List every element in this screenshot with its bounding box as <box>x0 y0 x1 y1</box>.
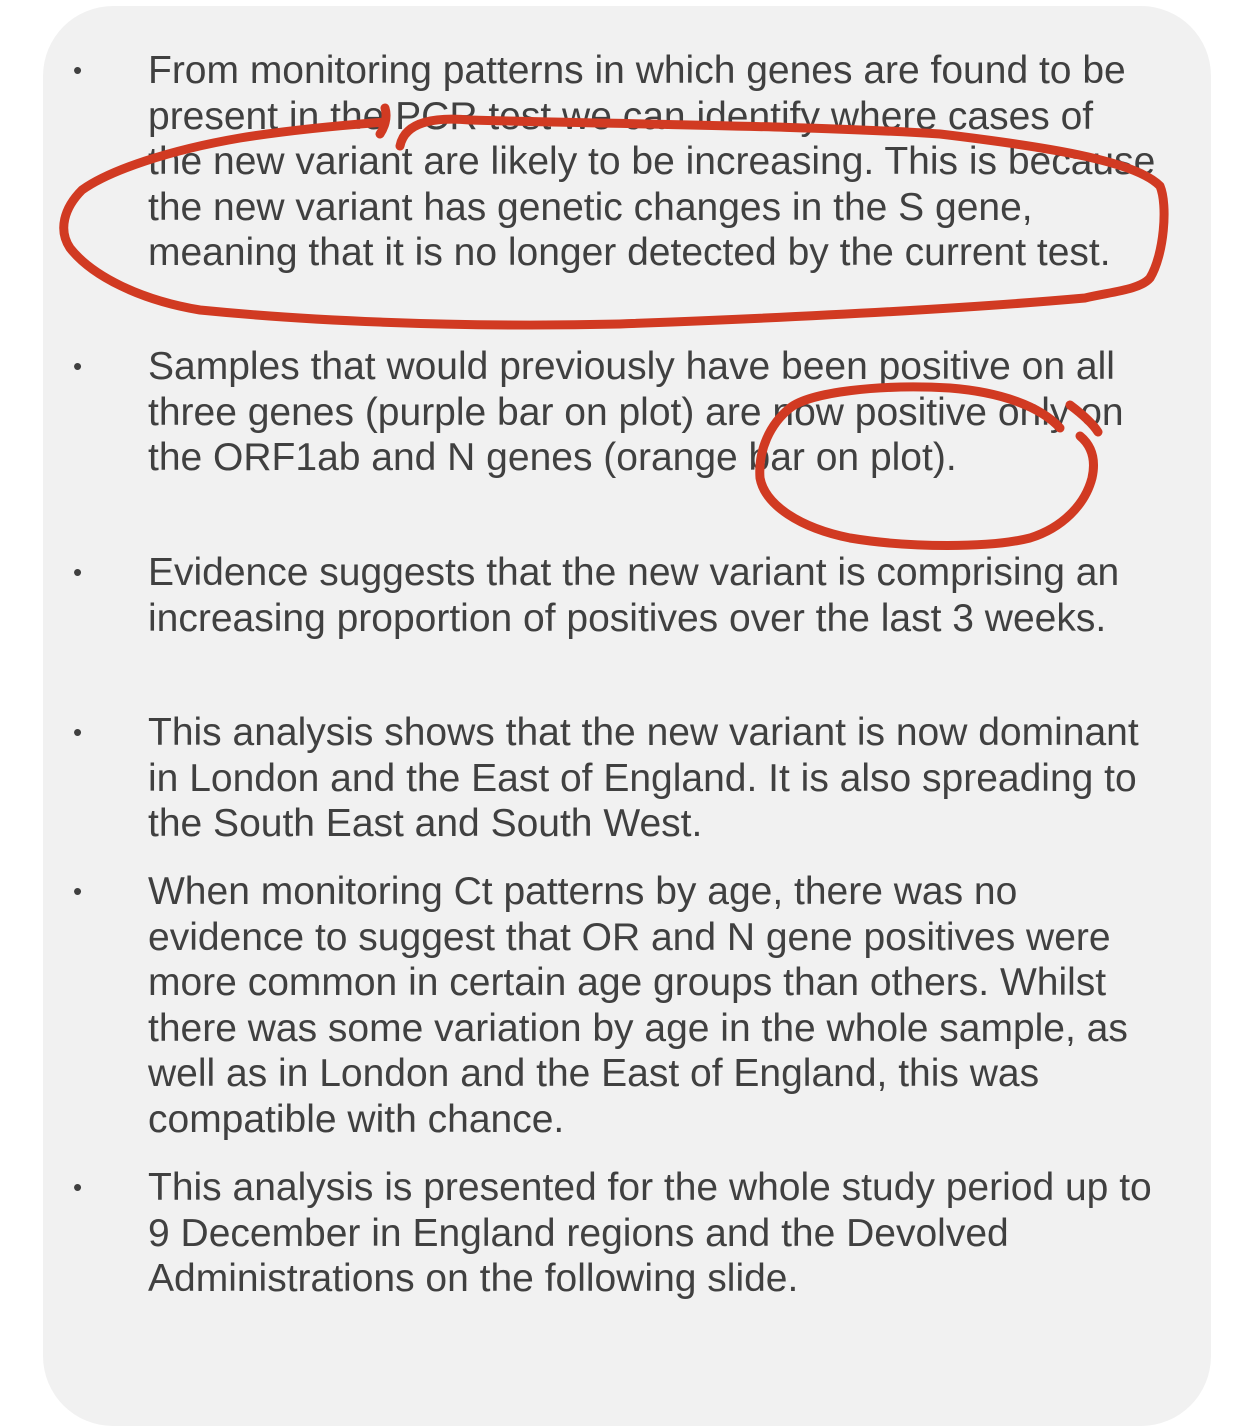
bullet-dot: • <box>73 55 83 85</box>
bullet-text: From monitoring patterns in which genes are found to be present in the PCR test we can identify where cases of the new variant are likely to be increasing. This is because the new variant has genetic changes in the S gene, meaning that it is no longer detected by the current test. <box>148 49 1156 275</box>
bullet-text: Samples that would previously have been positive on all three genes (purple bar on plot) are now positive only on the ORF1ab and N genes (orange bar on plot). <box>148 345 1124 480</box>
bullet-dot: • <box>73 1172 83 1202</box>
bullet-dot: • <box>73 557 83 587</box>
bullet-text: When monitoring Ct patterns by age, there was no evidence to suggest that OR and N gene positives were more common in certain age groups than others. Whilst there was some variation by age in the whole sample, as well as in London and the East of England, this was compatible with chance. <box>148 870 1128 1141</box>
bullet-item <box>73 710 1158 847</box>
bullet-text: This analysis is presented for the whole study period up to 9 December in England regions and the Devolved Administrations on the following slide. <box>148 1166 1152 1301</box>
bullet-item <box>73 48 1158 276</box>
bullet-dot: • <box>73 717 83 747</box>
bullet-item <box>73 344 1158 481</box>
bullet-text: Evidence suggests that the new variant is comprising an increasing proportion of positives over the last 3 weeks. <box>148 551 1120 640</box>
bullet-text: This analysis shows that the new variant is now dominant in London and the East of England. It is also spreading to the South East and South West. <box>148 711 1139 846</box>
bullet-dot: • <box>73 876 83 906</box>
bullet-item <box>73 869 1158 1143</box>
bullet-dot: • <box>73 351 83 381</box>
bullet-item <box>73 1165 1158 1302</box>
bullet-item <box>73 550 1158 641</box>
